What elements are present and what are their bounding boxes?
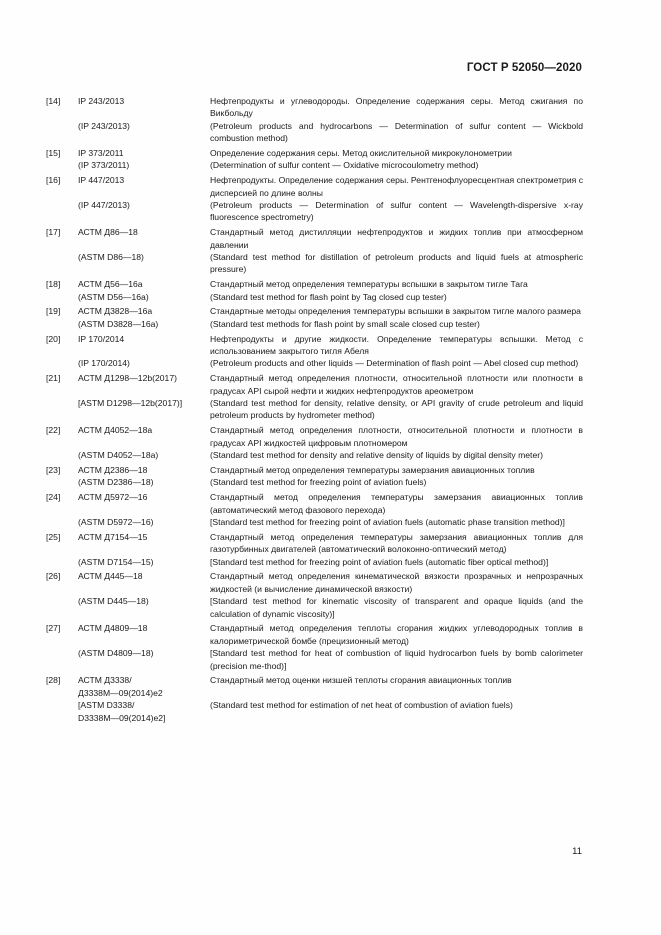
standard-designation: АСТМ Д1298—12b(2017) [78, 373, 177, 384]
standard-title: Стандартный метод определения плотности, относительной плотности и плотности в градусах API жидкостей цифровым плотномером [210, 425, 583, 448]
standard-title: (Standard test method for density and relative density of liquids by digital density meter) [210, 450, 543, 461]
standard-title: Определение содержания серы. Метод окислительной микрокулонометрии [210, 148, 512, 159]
bibliography-entry [46, 278, 583, 303]
bibliography-entry [46, 372, 583, 422]
standard-designation: (ASTM D3828—16a) [78, 318, 159, 329]
entry-original-row [78, 622, 583, 647]
entry-translation-row [78, 199, 583, 224]
standard-title: (Standard test method for distillation of petroleum products and liquid fuels at atmospheric pressure) [210, 252, 583, 275]
page-number: 11 [572, 846, 582, 857]
standard-designation: (ASTM D56—16a) [78, 291, 149, 302]
entry-original-row [78, 278, 583, 290]
entry-number: [15] [46, 148, 61, 159]
entry-original-row [78, 491, 583, 516]
bibliography-entry [46, 491, 583, 528]
bibliography-entry [46, 464, 583, 489]
standard-designation: АСТМ Д2386—18 [78, 464, 148, 475]
bibliography-list [46, 95, 583, 726]
entry-number: [24] [46, 492, 61, 503]
entry-original-row [78, 95, 583, 120]
standard-title: Нефтепродукты. Определение содержания серы. Рентгенофлуоресцентная спектрометрия с дисперсией по длине волны [210, 175, 583, 198]
entry-translation-row [78, 449, 583, 461]
standard-designation: АСТМ Д5972—16 [78, 492, 148, 503]
standard-title: (Petroleum products — Determination of sulfur content — Wavelength-dispersive x-ray fluorescence spectrometry) [210, 200, 583, 223]
entry-number: [20] [46, 333, 61, 344]
standard-title: Стандартный метод оценки низшей теплоты сгорания авиационных топлив [210, 675, 512, 686]
entry-number: [23] [46, 464, 61, 475]
entry-number: [17] [46, 227, 61, 238]
standard-designation: [ASTM D1298—12b(2017)] [78, 398, 183, 409]
bibliography-entry [46, 674, 583, 724]
document-standard-code: ГОСТ Р 52050—2020 [466, 62, 582, 74]
entry-translation-row [78, 516, 583, 528]
standard-title: [Standard test method for freezing point of aviation fuels (automatic phase transition method)] [210, 516, 565, 527]
standard-designation: (ASTM D7154—15) [78, 556, 154, 567]
entry-original-row [78, 174, 583, 199]
standard-title: (Standard test method for flash point by Tag closed cup tester) [210, 291, 447, 302]
entry-translation-row [78, 251, 583, 276]
standard-designation: АСТМ Д7154—15 [78, 531, 148, 542]
standard-designation: IP 170/2014 [78, 333, 125, 344]
entry-translation-row [78, 595, 583, 620]
standard-designation: (ASTM D445—18) [78, 596, 149, 607]
standard-title: Стандартные методы определения температуры вспышки в закрытом тигле малого размера [210, 306, 581, 317]
standard-designation: (ASTM D5972—16) [78, 516, 154, 527]
standard-title: [Standard test method for heat of combustion of liquid hydrocarbon fuels by bomb calorimeter (precision me-thod)] [210, 648, 583, 671]
entry-original-row [78, 305, 583, 317]
entry-number: [14] [46, 96, 61, 106]
entry-translation-row [78, 318, 583, 330]
entry-number: [18] [46, 279, 61, 290]
entry-translation-row [78, 397, 583, 422]
standard-title: (Standard test methods for flash point by small scale closed cup tester) [210, 318, 480, 329]
bibliography-entry [46, 147, 583, 172]
entry-original-row [78, 464, 583, 476]
standard-designation: IP 243/2013 [78, 96, 125, 106]
standard-designation: IP 373/2011 [78, 148, 124, 159]
standard-designation: АСТМ Д3828—16а [78, 306, 153, 317]
standard-designation: (IP 243/2013) [78, 120, 130, 131]
entry-number: [21] [46, 373, 61, 384]
entry-translation-row [78, 291, 583, 303]
entry-translation-row [78, 476, 583, 488]
standard-title: Нефтепродукты и углеводороды. Определение содержания серы. Метод сжигания по Викбольду [210, 96, 583, 119]
entry-number: [16] [46, 175, 61, 186]
entry-translation-row [78, 647, 583, 672]
standard-title: (Standard test method for density, relative density, or API gravity of crude petroleum and liquid petroleum products by hydrometer method) [210, 398, 583, 421]
standard-title: (Determination of sulfur content — Oxidative microcoulometry method) [210, 160, 479, 171]
bibliography-entry [46, 570, 583, 620]
entry-number: [22] [46, 425, 61, 436]
entry-original-row [78, 674, 583, 699]
standard-designation: АСТМ Д3338/ Д3338М—09(2014)е2 [78, 675, 163, 698]
bibliography-entry [46, 333, 583, 370]
standard-designation: (IP 447/2013) [78, 200, 130, 211]
standard-title: (Standard test method for estimation of net heat of combustion of aviation fuels) [210, 700, 513, 711]
entry-original-row [78, 226, 583, 251]
standard-designation: АСТМ Д56—16а [78, 279, 143, 290]
standard-title: (Petroleum products and other liquids — Determination of flash point — Abel closed cup method) [210, 358, 579, 369]
entry-translation-row [78, 699, 583, 724]
entry-original-row [78, 570, 583, 595]
standard-designation: [ASTM D3338/ D3338M—09(2014)e2] [78, 700, 166, 723]
standard-title: Стандартный метод определения температуры замерзания авиационных топлив для газотурбинных двигателей (автоматический волоконно-оптический метод) [210, 531, 583, 555]
bibliography-entry [46, 95, 583, 145]
standard-title: Стандартный метод определения теплоты сгорания жидких углеводородных топлив в калориметрической бомбе (прецизионный метод) [210, 623, 583, 646]
standard-title: Стандартный метод определения кинематической вязкости прозрачных и непрозрачных жидкостей (и вычисление динамической вязкости) [210, 571, 583, 594]
standard-title: Стандартный метод определения температуры замерзания авиационных топлив (автоматический метод фазового перехода) [210, 492, 583, 515]
standard-title: Стандартный метод определения температуры замерзания авиационных топлив [210, 464, 535, 475]
entry-number: [28] [46, 675, 61, 686]
standard-designation: (ASTM D4052—18a) [78, 450, 159, 461]
bibliography-entry [46, 622, 583, 672]
entry-translation-row [78, 159, 583, 171]
entry-original-row [78, 333, 583, 358]
bibliography-entry [46, 226, 583, 276]
bibliography-entry [46, 424, 583, 461]
entry-number: [27] [46, 623, 61, 634]
bibliography-entry [46, 305, 583, 330]
entry-translation-row [78, 556, 583, 568]
entry-original-row [78, 147, 583, 159]
entry-number: [25] [46, 531, 61, 542]
standard-title: [Standard test method for freezing point of aviation fuels (automatic fiber optical method)] [210, 556, 549, 567]
standard-title: Нефтепродукты и другие жидкости. Определение температуры вспышки. Метод с использованием закрытого тигля Абеля [210, 333, 583, 357]
standard-designation: (ASTM D4809—18) [78, 648, 154, 659]
standard-designation: АСТМ Д4052—18а [78, 425, 153, 436]
entry-translation-row [78, 357, 583, 369]
standard-designation: АСТМ Д86—18 [78, 227, 138, 238]
standard-designation: (ASTM D2386—18) [78, 477, 154, 488]
standard-title: Стандартный метод определения температуры вспышки в закрытом тигле Тага [210, 279, 528, 290]
standard-designation: (ASTM D86—18) [78, 252, 144, 263]
standard-title: [Standard test method for kinematic viscosity of transparent and opaque liquids (and the calculation of dynamic viscosity)] [210, 596, 583, 619]
standard-title: (Standard test method for freezing point of aviation fuels) [210, 477, 427, 488]
standard-designation: IP 447/2013 [78, 175, 125, 186]
entry-number: [19] [46, 306, 61, 317]
entry-original-row [78, 372, 583, 397]
bibliography-entry [46, 174, 583, 224]
standard-designation: (IP 373/2011) [78, 160, 130, 171]
entry-original-row [78, 531, 583, 556]
standard-designation: АСТМ Д445—18 [78, 571, 143, 582]
standard-title: (Petroleum products and hydrocarbons — Determination of sulfur content — Wickbold combustion method) [210, 120, 583, 144]
standard-designation: (IP 170/2014) [78, 358, 130, 369]
entry-number: [26] [46, 571, 61, 582]
standard-designation: АСТМ Д4809—18 [78, 623, 148, 634]
bibliography-entry [46, 531, 583, 568]
standard-title: Стандартный метод дистилляции нефтепродуктов и жидких топлив при атмосферном давлении [210, 227, 583, 250]
entry-original-row [78, 424, 583, 449]
entry-translation-row [78, 120, 583, 145]
standard-title: Стандартный метод определения плотности, относительной плотности или плотности в градусах API сырой нефти и жидких нефтепродуктов ареометром [210, 373, 583, 396]
